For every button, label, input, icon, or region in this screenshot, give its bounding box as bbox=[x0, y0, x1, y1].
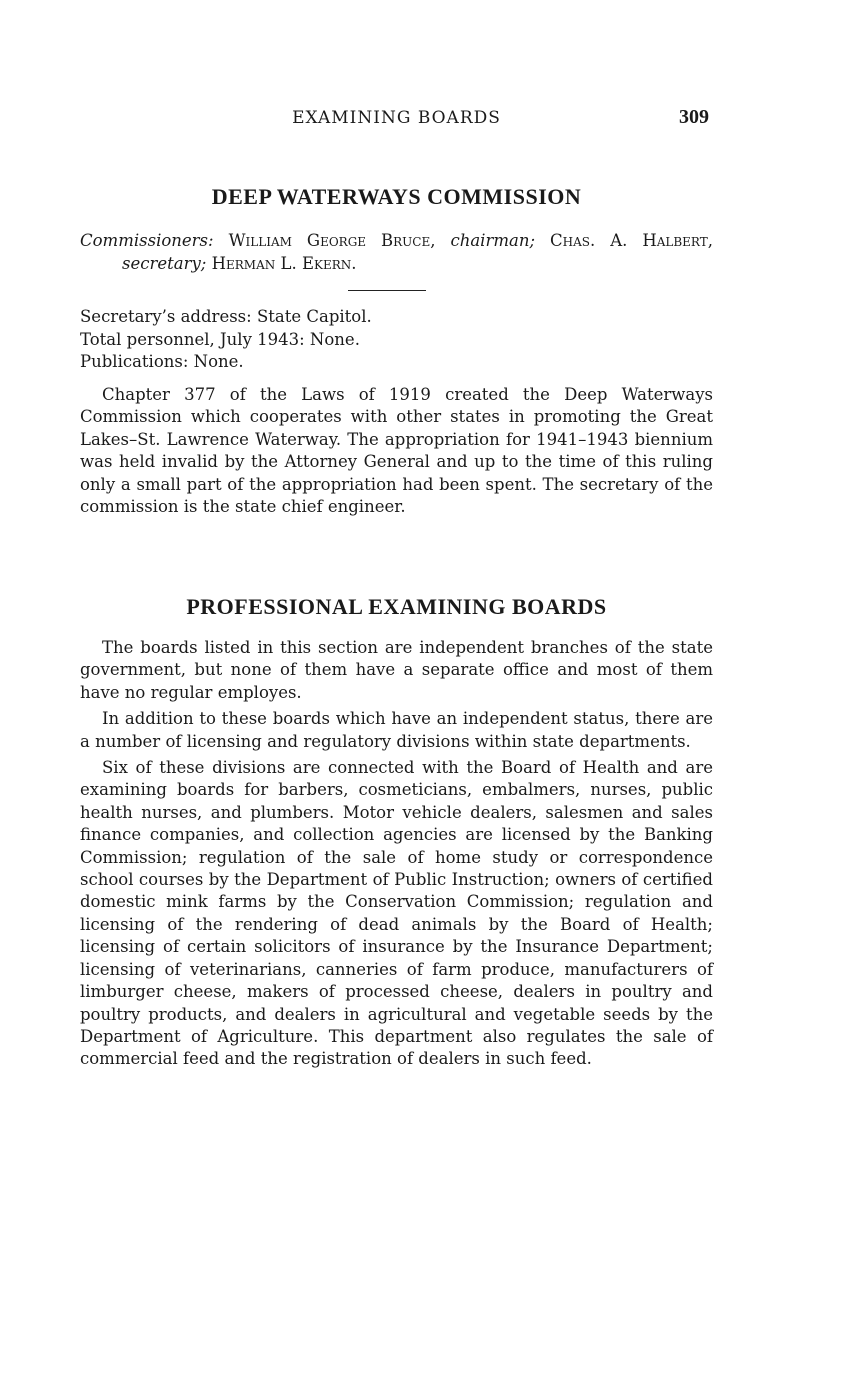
fact-publications: Publications: None. bbox=[80, 352, 244, 371]
body-paragraph: Chapter 377 of the Laws of 1919 created the Deep Waterways Commission which cooperates with other states in promoting the Great Lakes–St. Lawrence Waterway. The appropriation for 1941–1943 biennium was held invalid by the Attorney General and up to the time of this ruling only a small part of the appropriation had been spent. The secretary of the commission is the state chief engineer. bbox=[80, 385, 713, 517]
section-title-professional-boards: PROFESSIONAL EXAMINING BOARDS bbox=[186, 594, 607, 619]
body-paragraph: The boards listed in this section are independent branches of the state government, but none of them have a separate office and most of them have no regular employes. bbox=[80, 638, 713, 702]
commission-facts bbox=[80, 306, 713, 374]
body-paragraph: In addition to these boards which have an independent status, there are a number of licensing and regulatory divisions within state departments. bbox=[80, 709, 713, 751]
page-number: 309 bbox=[679, 106, 709, 128]
fact-secretary-address: Secretary’s address: State Capitol. bbox=[80, 307, 372, 326]
commissioner-member: Herman L. Ekern. bbox=[211, 254, 357, 273]
commissioner-chairman: William George Bruce, bbox=[228, 231, 436, 250]
running-title: EXAMINING BOARDS bbox=[292, 108, 501, 128]
section-title-deep-waterways: DEEP WATERWAYS COMMISSION bbox=[211, 184, 582, 209]
role-secretary: secretary; bbox=[122, 254, 207, 273]
body-paragraph: Six of these divisions are connected with the Board of Health and are examining boards for barbers, cosmeticians, embalmers, nurses, public health nurses, and plumbers. Motor vehicle dealers, salesmen and sales finance companies, and collection agencies are licensed by the Banking Commission; regulation of the sale of home study or correspondence school courses by the Department of Public Instruction; owners of certified domestic mink farms by the Conservation Commission; regulation and licensing of the rendering of dead animals by the Board of Health; licensing of certain solicitors of insurance by the Insurance Department; licensing of veterinarians, canneries of farm produce, manufacturers of limburger cheese, makers of processed cheese, dealers in poultry and poultry products, and dealers in agricultural and vegetable seeds by the Department of Agriculture. This department also regulates the sale of commercial feed and the registration of dealers in such feed. bbox=[80, 758, 713, 1069]
fact-total-personnel: Total personnel, July 1943: None. bbox=[80, 329, 360, 349]
running-head bbox=[80, 108, 713, 132]
commissioners-label: Commissioners: bbox=[80, 231, 214, 250]
commissioners-list bbox=[80, 229, 713, 275]
section-divider-rule bbox=[348, 290, 426, 291]
professional-boards-body bbox=[80, 637, 713, 1075]
role-chairman: chairman; bbox=[450, 231, 536, 250]
deep-waterways-body bbox=[80, 384, 713, 518]
commissioner-secretary: Chas. A. Halbert, bbox=[550, 231, 714, 250]
